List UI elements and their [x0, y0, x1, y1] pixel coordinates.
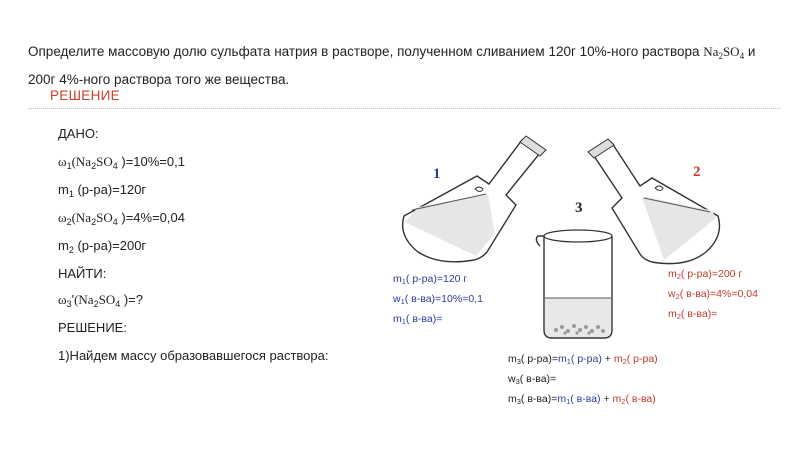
solution-heading: РЕШЕНИЕ	[50, 88, 120, 103]
beaker-3-rim	[544, 230, 612, 242]
formula-m3-solution: m3( р-ра)=m1( р-ра) + m2( р-ра)	[508, 353, 658, 366]
beaker-3	[536, 230, 612, 338]
figure-label-1: 1	[433, 166, 441, 182]
task-line1: Определите массовую долю сульфата натрия в растворе, полученном сливанием 120г 10%-ного раствора	[28, 44, 704, 59]
flask-2	[588, 139, 730, 268]
given-w1: $\omega_1(Na_2SO_4$ )=10%=0,1	[58, 154, 185, 171]
task-line2: 200г 4%-ного раствора того же вещества.	[28, 72, 290, 87]
note-left-m1-substance: m1( в-ва)=	[393, 313, 443, 326]
dano-label: ДАНО:	[58, 126, 99, 141]
note-left-w1: w1( в-ва)=10%=0,1	[393, 293, 483, 306]
find-label: НАЙТИ:	[58, 266, 107, 281]
given-m1: $m_1$ (р-ра)=120г	[58, 182, 147, 199]
note-left-m1-solution: m1( р-ра)=120 г	[393, 273, 468, 286]
given-m2: $m_2$ (р-ра)=200г	[58, 238, 147, 255]
note-right-w2: w2( в-ва)=4%=0,04	[668, 288, 758, 301]
note-right-m2-solution: m2( р-ра)=200 г	[668, 268, 743, 281]
formula-m3-substance: m3( в-ва)=m1( в-ва) + m2( в-ва)	[508, 393, 656, 406]
step1-text: 1)Найдем массу образовавшегося раствора:	[58, 348, 329, 363]
task-formula: $Na_2SO_4$	[703, 44, 745, 61]
formula-w3: w3( в-ва)=	[508, 373, 557, 386]
figure-label-3: 3	[575, 200, 583, 216]
given-w2: $\omega_2(Na_2SO_4$ )=4%=0,04	[58, 210, 185, 227]
figure-label-2: 2	[693, 164, 701, 180]
solution-label: РЕШЕНИЕ:	[58, 320, 127, 335]
task-and: и	[747, 44, 756, 59]
find-w3: $\omega_3'(Na_2SO_4$ )=?	[58, 292, 143, 309]
flask-1	[392, 136, 546, 265]
note-right-m2-substance: m2( в-ва)=	[668, 308, 718, 321]
